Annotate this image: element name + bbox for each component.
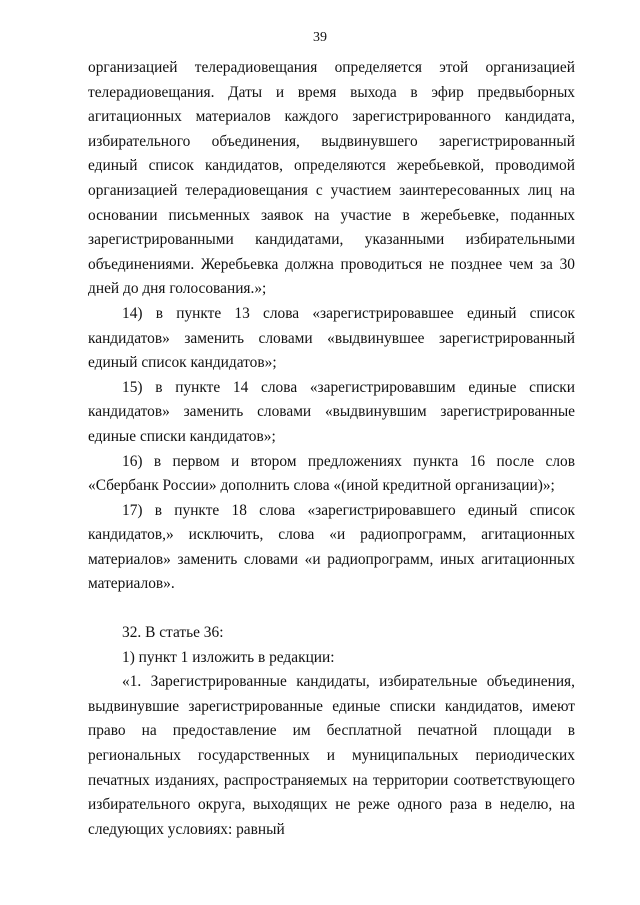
page-number: 39 xyxy=(313,30,327,45)
paragraph-quoted-point-1: «1. Зарегистрированные кандидаты, избирательные объединения, выдвинувшие зарегистрированные единые списки кандидатов, имеют право на предоставление им бесплатной печатной площади в региональных государственных и муниципальных периодических печатных изданиях, распространяемых на территории соответствующего избирательного округа, выходящих не реже одного раза в неделю, на следующих условиях: равный xyxy=(88,673,575,838)
document-body xyxy=(88,56,575,842)
paragraph-item-16: 16) в первом и втором предложениях пункта 16 после слов «Сбербанк России» дополнить слова «(иной кредитной организации)»; xyxy=(88,452,575,495)
paragraph-continuation: организацией телерадиовещания определяется этой организацией телерадиовещания. Даты и время выхода в эфир предвыборных агитационных материалов каждого зарегистрированного кандидата, избирательного объединения, выдвинувшего зарегистрированный единый список кандидатов, определяются жеребьевкой, проводимой организацией телерадиовещания с участием заинтересованных лиц на основании письменных заявок на участие в жеребьевке, поданных зарегистрированными кандидатами, указанными избирательными объединениями. Жеребьевка должна проводиться не позднее чем за 30 дней до дня голосования.»; xyxy=(88,59,575,298)
paragraph-item-17: 17) в пункте 18 слова «зарегистрировавшего единый список кандидатов,» исключить, слова «и радиопрограмм, агитационных материалов» заменить словами «и радиопрограмм, иных агитационных материалов». xyxy=(88,501,575,593)
section-heading-article-36: 32. В статье 36: xyxy=(122,624,224,642)
paragraph-item-1: 1) пункт 1 изложить в редакции: xyxy=(122,648,335,666)
paragraph-item-15: 15) в пункте 14 слова «зарегистрировавшим единые списки кандидатов» заменить словами «выдвинувшим зарегистрированные единые списки кандидатов»; xyxy=(88,378,575,445)
paragraph-item-14: 14) в пункте 13 слова «зарегистрировавшее единый список кандидатов» заменить словами «выдвинувшее зарегистрированный единый список кандидатов»; xyxy=(88,304,575,372)
